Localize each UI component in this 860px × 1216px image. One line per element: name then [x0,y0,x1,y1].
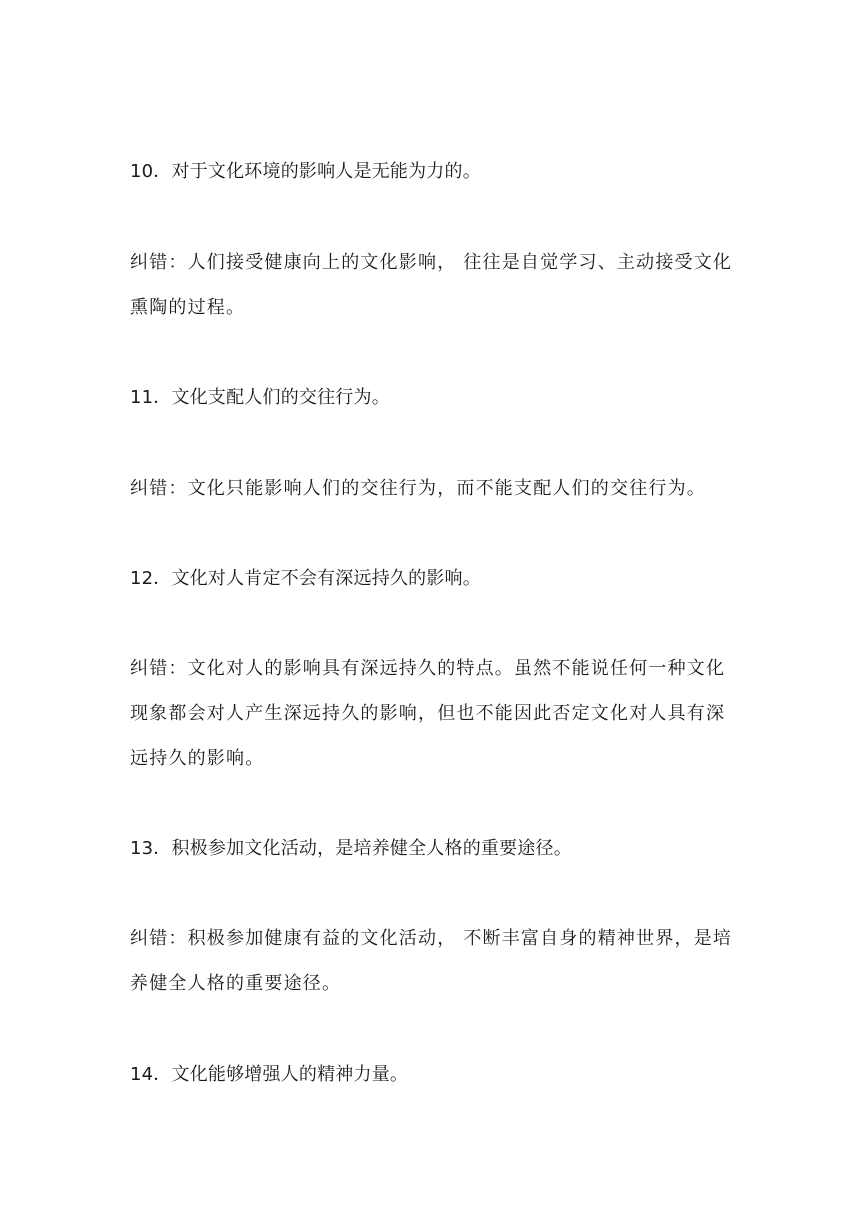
question-14: 14．文化能够增强人的精神力量。 [130,1064,409,1085]
question-13: 13．积极参加文化活动，是培养健全人格的重要途径。 [130,838,572,859]
correction-13-line-1: 纠错：积极参加健康有益的文化活动， 不断丰富自身的精神世界，是培 [130,928,733,949]
correction-13-line-2: 养健全人格的重要途径。 [130,973,342,994]
question-12: 12．文化对人肯定不会有深远持久的影响。 [130,568,481,589]
correction-10-line-2: 熏陶的过程。 [130,297,246,318]
correction-12-line-2: 现象都会对人产生深远持久的影响，但也不能因此否定文化对人具有深 [130,703,726,724]
correction-12-line-3: 远持久的影响。 [130,748,265,769]
question-10: 10．对于文化环境的影响人是无能为力的。 [130,161,481,182]
correction-11-line-1: 纠错：文化只能影响人们的交往行为，而不能支配人们的交往行为。 [130,478,706,499]
correction-12-line-1: 纠错：文化对人的影响具有深远持久的特点。虽然不能说任何一种文化 [130,658,726,679]
correction-10-line-1: 纠错：人们接受健康向上的文化影响， 往往是自觉学习、主动接受文化 [130,252,733,273]
question-11: 11．文化支配人们的交往行为。 [130,387,390,408]
